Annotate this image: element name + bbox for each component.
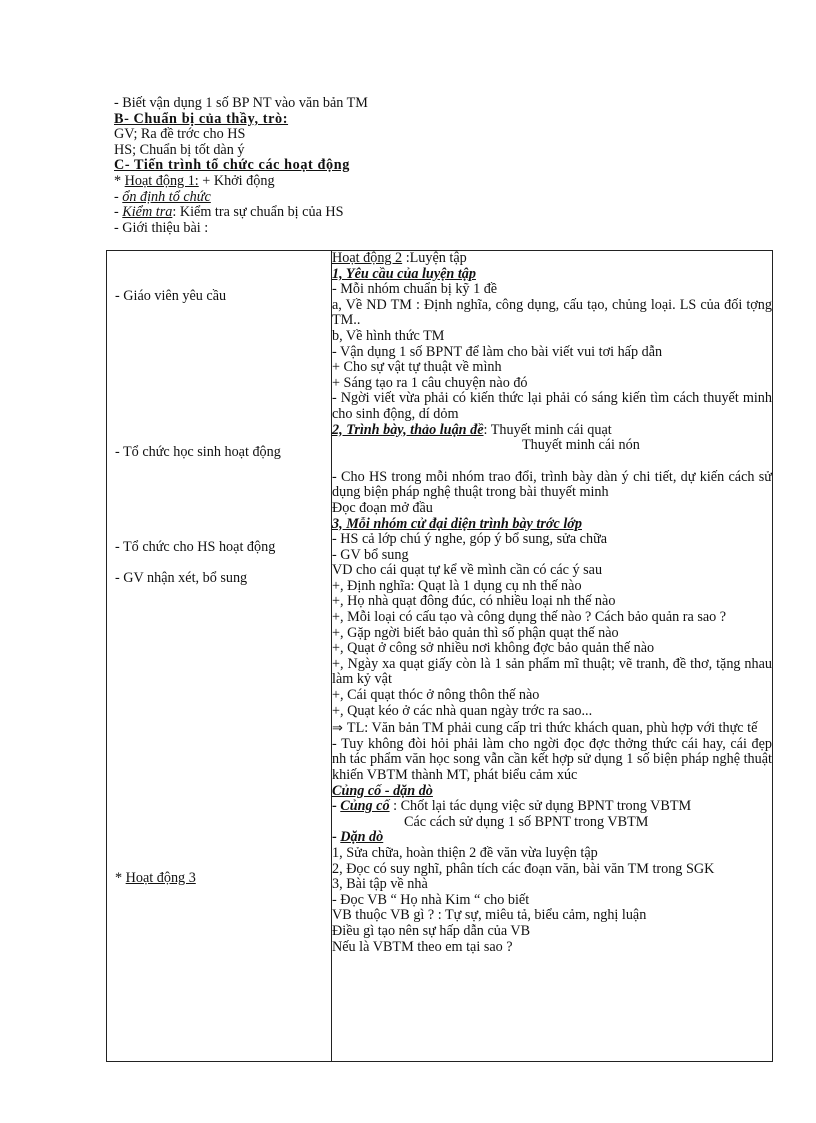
- content-line: 3, Bài tập về nhà: [332, 876, 428, 893]
- content-line: +, Gặp ngời biết bảo quản thì số phận quạt thế nào: [332, 624, 619, 641]
- content-line: + Cho sự vật tự thuật về mình: [332, 359, 502, 376]
- content-line: - HS cả lớp chú ý nghe, góp ý bổ sung, sửa chữa: [332, 531, 608, 548]
- content-line: Điều gì tạo nên sự hấp dẫn của VB: [332, 922, 531, 939]
- content-line: VD cho cái quạt tự kể về mình cần có các ý sau: [332, 562, 603, 579]
- content-line: a, Về ND TM : Định nghĩa, công dụng, cấu tạo, chủng loại. LS của đối tợng TM..: [332, 296, 772, 329]
- hs-line: HS; Chuẩn bị tốt dàn ý: [114, 141, 245, 158]
- heading-b: B- Chuẩn bị của thầy, trò:: [114, 110, 289, 127]
- hoat-dong-2-heading: Hoạt động 2 :Luyện tập: [332, 250, 467, 266]
- conclusion-line: ⇒ TL: Văn bản TM phải cung cấp tri thức khách quan, phù hợp với thực tế: [332, 720, 758, 737]
- kiem-tra-line: - Kiểm tra: Kiểm tra sự chuẩn bị của HS: [114, 204, 344, 221]
- section-3-heading: 3, Mỗi nhóm cử đại diện trình bày trớc lớp: [332, 515, 582, 532]
- intro-line-1: - Biết vận dụng 1 số BP NT vào văn bản TM: [114, 95, 368, 111]
- on-dinh-label: ổn định tổ chức: [122, 188, 211, 205]
- content-line: Các cách sử dụng 1 số BPNT trong VBTM: [404, 813, 649, 830]
- content-line: - Mỗi nhóm chuẩn bị kỹ 1 đề: [332, 281, 498, 298]
- content-line: +, Định nghĩa: Quạt là 1 dụng cụ nh thế nào: [332, 577, 582, 594]
- content-line: - Cho HS trong mỗi nhóm trao đổi, trình bày dàn ý chi tiết, dự kiến cách sử dụng biện pháp nghệ thuật trong bài thuyết minh: [332, 468, 772, 501]
- cung-co-dan-do-heading: Củng cố - dặn dò: [332, 782, 433, 799]
- content-line: +, Cái quạt thóc ở nông thôn thế nào: [332, 687, 540, 704]
- spacer: [332, 454, 772, 470]
- content-line: VB thuộc VB gì ? : Tự sự, miêu tả, biểu cảm, nghị luận: [332, 907, 647, 924]
- content-line: - Đọc VB “ Họ nhà Kim “ cho biết: [332, 891, 530, 908]
- teacher-activity-column: [107, 251, 332, 1062]
- content-line: +, Mỗi loại có cấu tạo và công dụng thế nào ? Cách bảo quản ra sao ?: [332, 609, 727, 626]
- hoat-dong-3-label: * Hoạt động 3: [115, 870, 196, 886]
- gv-line: GV; Ra đề trớc cho HS: [114, 126, 246, 143]
- implies-arrow-icon: ⇒: [332, 721, 343, 737]
- left-label-1: - Giáo viên yêu cầu: [115, 288, 227, 304]
- content-line: - Ngời viết vừa phải có kiến thức lại phải có sáng kiến tìm cách thuyết minh cho sinh động, dí dỏm: [332, 390, 772, 422]
- content-line: +, Quạt ở công sở nhiều nơi không đợc bảo quản thế nào: [332, 640, 655, 657]
- heading-c: C- Tiến trình tổ chức các hoạt động: [114, 157, 350, 174]
- content-line: - Tuy không đòi hỏi phải làm cho ngời đọc đợc thởng thức cái hay, cái đẹp nh tác phẩm văn học song vẫn cần kết hợp sử dụng 1 số biện pháp nghệ thuật khiến VBTM thành MT, phát biểu cảm xúc: [332, 735, 772, 783]
- left-label-3: - Tổ chức cho HS hoạt động: [115, 539, 276, 555]
- content-line: - Vận dụng 1 số BPNT để làm cho bài viết vui tơi hấp dẫn: [332, 343, 663, 360]
- section-1-heading: 1, Yêu cầu của luyện tập: [332, 265, 476, 282]
- left-label-2: - Tổ chức học sinh hoạt động: [115, 444, 281, 460]
- gioi-thieu-line: - Giới thiệu bài :: [114, 219, 209, 236]
- cung-co-line: - Củng cố : Chốt lại tác dụng việc sử dụng BPNT trong VBTM: [332, 798, 692, 815]
- content-line: Đọc đoạn mở đầu: [332, 499, 433, 516]
- hoat-dong-1-label: Hoạt động 1:: [124, 172, 199, 189]
- content-line: 2, Đọc có suy nghĩ, phân tích các đoạn văn, bài văn TM trong SGK: [332, 860, 715, 877]
- kiem-tra-label: Kiểm tra: [122, 204, 173, 221]
- content-line: Nếu là VBTM theo em tại sao ?: [332, 938, 513, 955]
- section-2-heading: 2, Trình bày, thảo luận đề: Thuyết minh cái quạt: [332, 421, 612, 438]
- on-dinh-line: - ổn định tổ chức: [114, 188, 211, 205]
- content-column: [332, 251, 773, 1062]
- content-line: - GV bổ sung: [332, 546, 409, 563]
- content-line: +, Ngày xa quạt giấy còn là 1 sản phẩm mĩ thuật; vẽ tranh, đề thơ, tặng nhau làm kỷ vật: [332, 655, 772, 688]
- lesson-table: [106, 250, 773, 1062]
- content-line: +, Họ nhà quạt đông đúc, có nhiều loại nh thế nào: [332, 593, 616, 610]
- content-line: Thuyết minh cái nón: [522, 437, 640, 454]
- content-line: 1, Sửa chữa, hoàn thiện 2 đề văn vừa luyện tập: [332, 844, 598, 861]
- content-line: b, Về hình thức TM: [332, 327, 445, 344]
- table-row: [107, 251, 773, 1062]
- content-line: +, Quạt kéo ở các nhà quan ngày trớc ra sao...: [332, 702, 593, 719]
- hoat-dong-1-line: * Hoạt động 1: + Khởi động: [114, 172, 275, 189]
- left-label-4: - GV nhận xét, bổ sung: [115, 570, 248, 586]
- content-line: + Sáng tạo ra 1 câu chuyện nào đó: [332, 374, 528, 391]
- intro-section: [114, 96, 714, 236]
- dan-do-line: - Dặn dò: [332, 829, 384, 846]
